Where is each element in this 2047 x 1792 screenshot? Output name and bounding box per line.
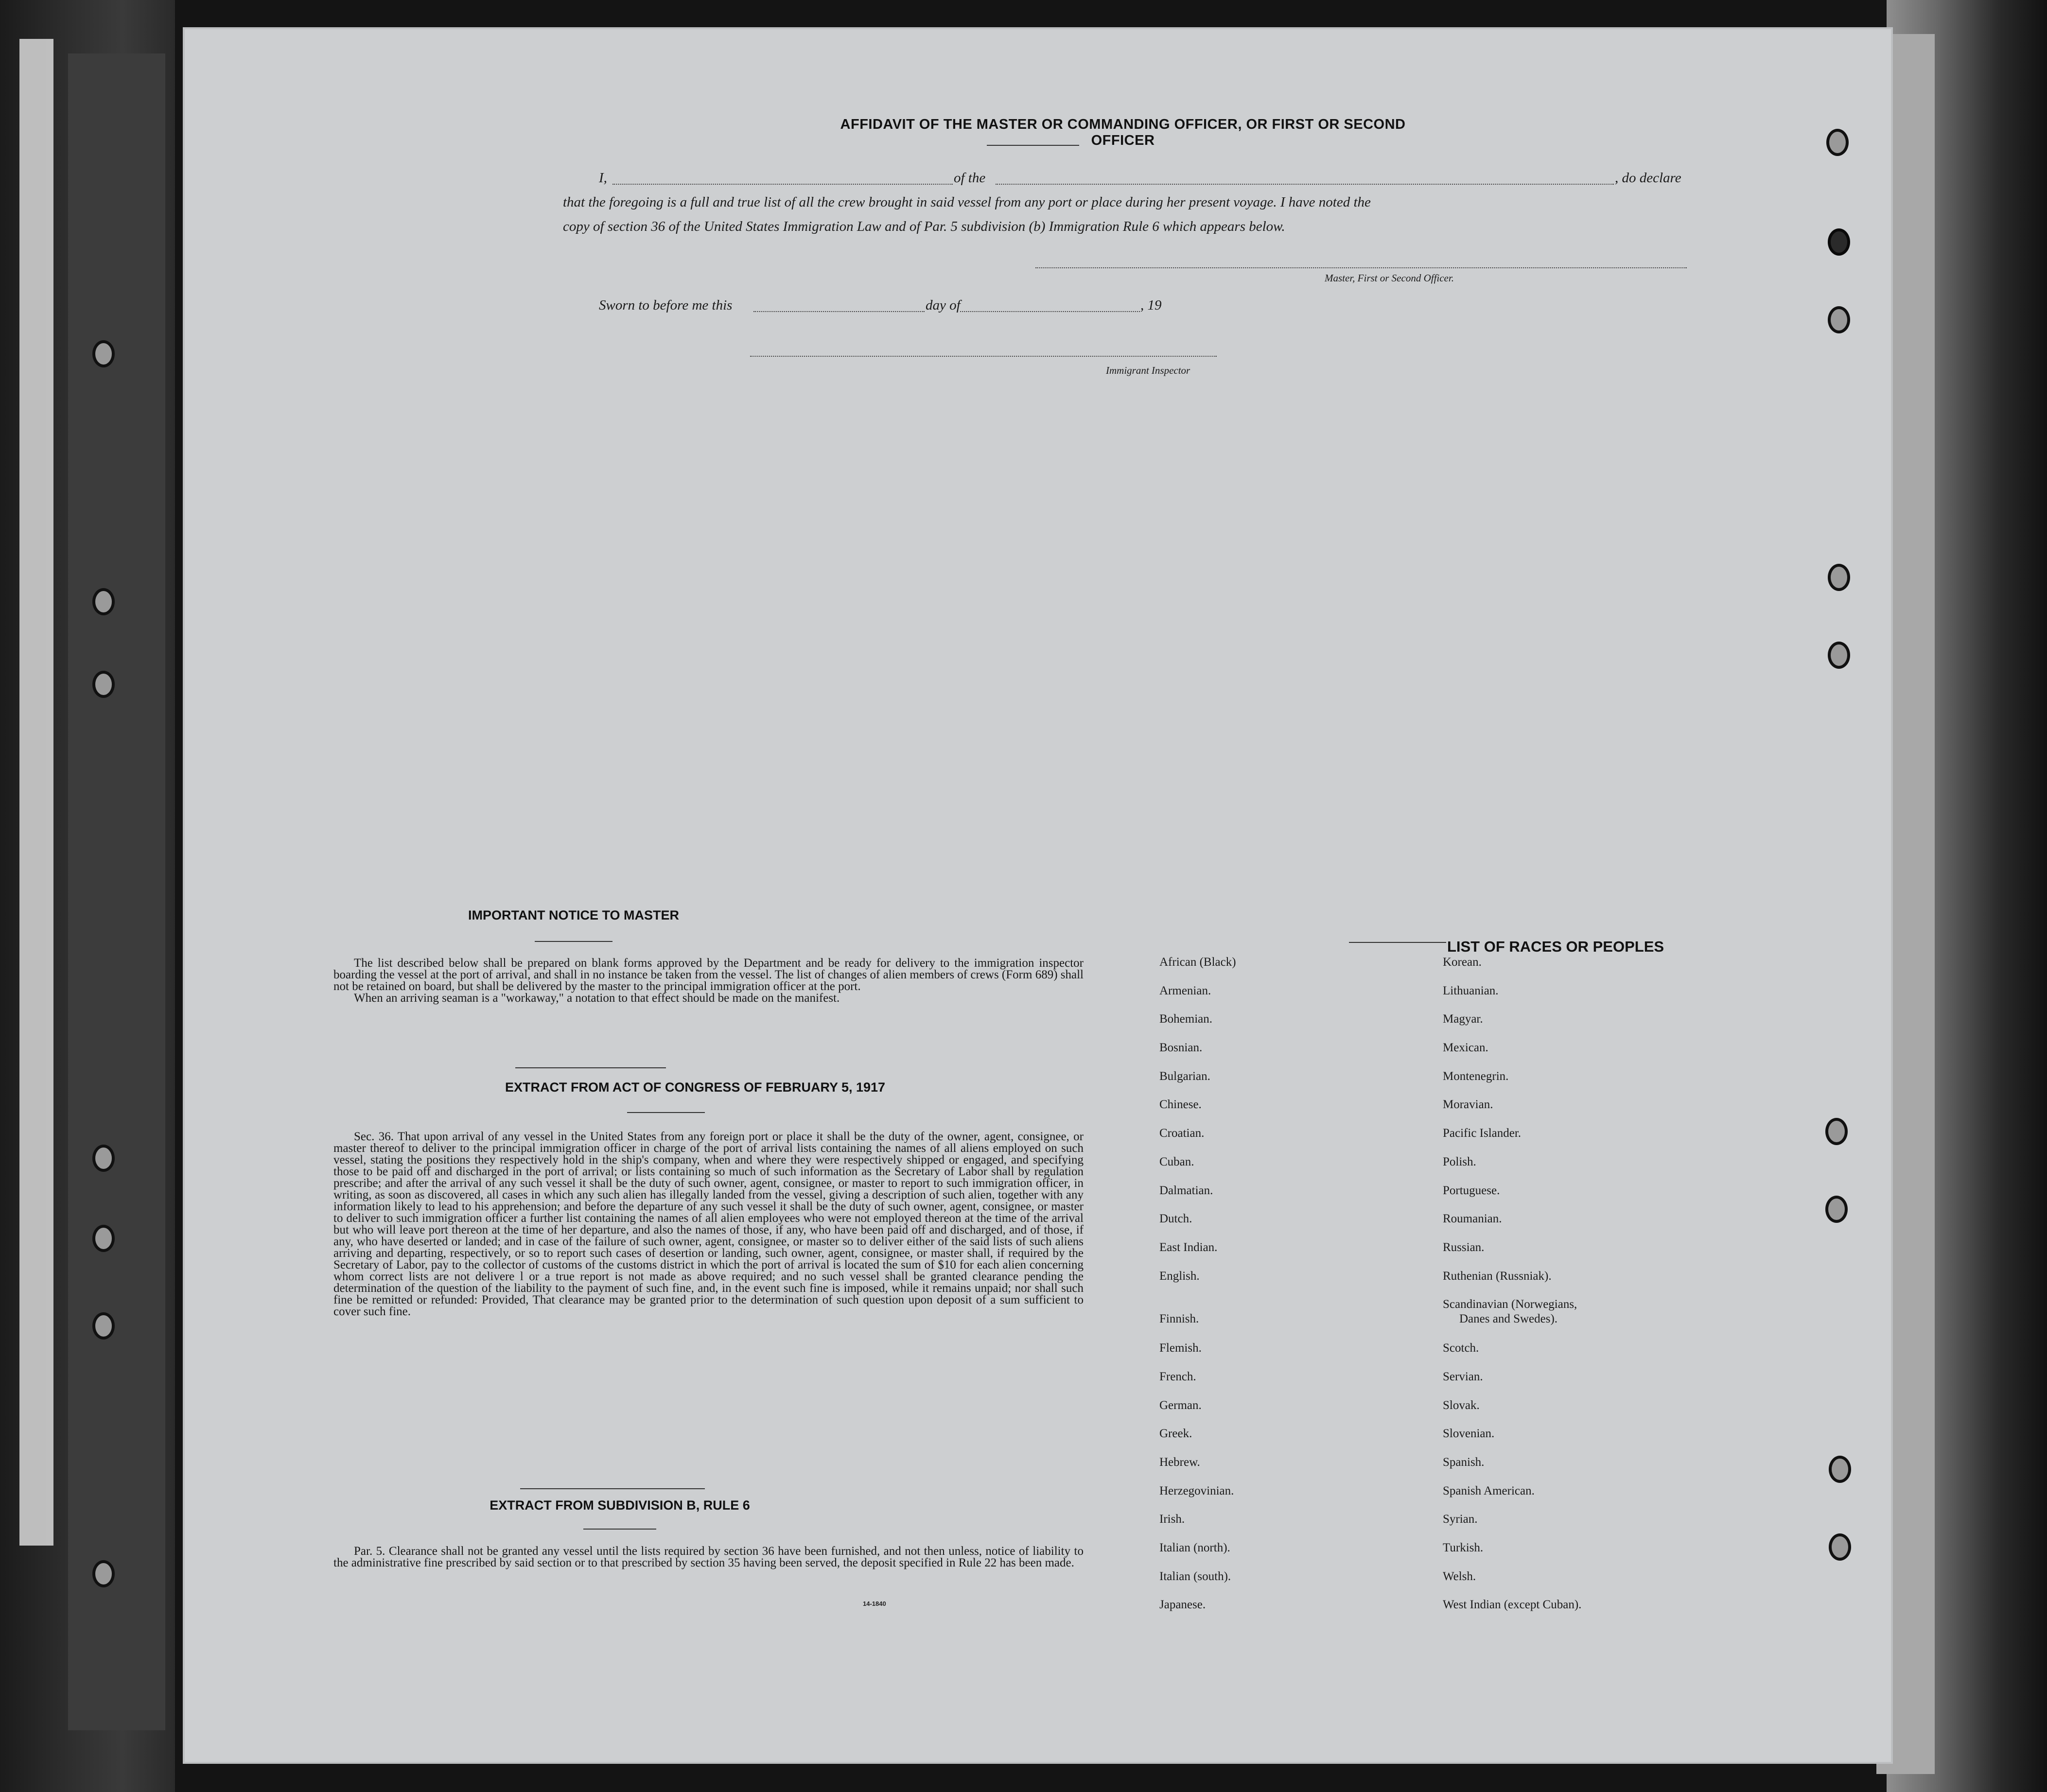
race-item: Welsh.: [1443, 1569, 1476, 1583]
race-item: Dutch.: [1159, 1212, 1192, 1226]
race-item: East Indian.: [1159, 1240, 1218, 1254]
binder-hole-icon: [1829, 1456, 1851, 1483]
binder-hole-icon: [1828, 642, 1850, 669]
binder-hole-icon: [1828, 228, 1850, 256]
race-item: Italian (north).: [1159, 1541, 1230, 1555]
race-item: Greek.: [1159, 1427, 1192, 1441]
rule-extract-rule: [583, 1529, 656, 1530]
race-item: Finnish.: [1159, 1312, 1199, 1326]
race-item: Armenian.: [1159, 984, 1211, 997]
affidavit-line1-i: I,: [599, 170, 607, 186]
races-title-rule: [1349, 942, 1446, 943]
binder-hole-icon: [1826, 129, 1849, 156]
notice-para-2: When an arriving seaman is a "workaway," a notation to that effect should be made on the manifest.: [354, 992, 840, 1005]
race-item: Chinese.: [1159, 1098, 1202, 1112]
race-item: Slovak.: [1443, 1398, 1480, 1412]
rule-extract-body: [333, 1546, 1084, 1569]
act-extract-text: Sec. 36. That upon arrival of any vessel in the United States from any foreign port or place it shall be the duty of the owner, agent, consignee, or master thereof to deliver to the principal immigration officer in charge of the port of arrival lists containing the names of all aliens employed on such vessel, stating the positions they respectively hold in the ship's company, when and where they were respectively shipped or engaged, and specifying those to be paid off and discharged in the port of arrival; or lists containing so much of such information as the Secretary of Labor shall by regulation prescribe; and after the arrival of any such vessel it shall be the duty of such owner, agent, consignee, or master to report to such immigration officer, in writing, as soon as discovered, all cases in which any such alien has illegally landed from the vessel, giving a description of such alien, together with any information likely to lead to his apprehension; and before the departure of any such vessel it shall be the duty of such owner, agent, consignee, or master to deliver to such immigration officer a further list containing the names of all alien employees who were not employed thereon at the time of the arrival but who will leave port thereon at the time of her departure, and also the names of those, if any, who have been paid off and discharged, and of those, if any, who have deserted or landed; and in case of the failure of such owner, agent, consignee, or master so to deliver either of the said lists of such aliens arriving and departing, respectively, or so to report such cases of desertion or landing, such owner, agent, consignee, or master shall, if required by the Secretary of Labor, pay to the collector of customs of the customs district in which the port of arrival is located the sum of $10 for each alien concerning whom correct lists are not delivere l or a true report is not made as above required; and no such vessel shall be granted clearance pending the determination of the question of the liability to the payment of such fine, and, in the event such fine is imposed, while it remains unpaid; nor shall such fine be remitted or refunded: Provided, That clearance may be granted prior to the determination of such question upon deposit of a sum sufficient to cover such fine.: [333, 1130, 1084, 1318]
race-item: Moravian.: [1443, 1098, 1493, 1112]
races-right-column: [1443, 956, 1581, 1627]
form-number: 14-1840: [863, 1600, 886, 1607]
rule-extract-text: Par. 5. Clearance shall not be granted any vessel until the lists required by section 36 have been furnished, and not then unless, notice of liability to the administrative fine prescribed by said section or to that prescribed by section 35 having been served, the deposit specified in Rule 22 has been made.: [333, 1545, 1084, 1569]
race-item: Bohemian.: [1159, 1012, 1213, 1026]
race-item: Syrian.: [1443, 1513, 1478, 1526]
binder-hole-icon: [92, 671, 115, 698]
race-item: Italian (south).: [1159, 1569, 1231, 1583]
binder-hole-icon: [1825, 1118, 1848, 1145]
affidavit-line2: that the foregoing is a full and true list of all the crew brought in said vessel from any port or place during her present voyage. I have noted the: [563, 194, 1371, 210]
race-item: Flemish.: [1159, 1341, 1202, 1355]
race-item: Herzegovinian.: [1159, 1484, 1234, 1497]
sworn-day-blank[interactable]: [753, 311, 925, 312]
race-item: Mexican.: [1443, 1041, 1488, 1055]
document-page: [185, 29, 1891, 1762]
race-item: Polish.: [1443, 1155, 1476, 1168]
race-item: Croatian.: [1159, 1127, 1205, 1140]
race-item: Irish.: [1159, 1513, 1185, 1526]
inspector-signature-line[interactable]: [750, 356, 1217, 357]
affidavit-title: AFFIDAVIT OF THE MASTER OR COMMANDING OFFICER, OR FIRST OR SECOND OFFICER: [840, 117, 1406, 148]
race-item: Scandinavian (Norwegians,: [1443, 1298, 1577, 1311]
notice-body: [333, 957, 1084, 1004]
divider-rule-1: [515, 1067, 666, 1068]
divider-rule-2: [520, 1488, 705, 1489]
race-item: Bosnian.: [1159, 1041, 1203, 1055]
affidavit-title-rule: [987, 145, 1079, 146]
name-blank[interactable]: [612, 184, 953, 185]
race-item: Dalmatian.: [1159, 1183, 1213, 1197]
race-item: Servian.: [1443, 1370, 1483, 1383]
act-extract-body: [333, 1131, 1084, 1318]
sworn-year: , 19: [1140, 297, 1162, 313]
race-item: African (Black): [1159, 956, 1236, 969]
race-item: Slovenian.: [1443, 1427, 1495, 1441]
race-item: Roumanian.: [1443, 1212, 1502, 1226]
race-item: Scotch.: [1443, 1341, 1479, 1355]
race-item: Danes and Swedes).: [1459, 1312, 1558, 1326]
notice-para-1: The list described below shall be prepared on blank forms approved by the Department and be ready for delivery to the immigration inspector boarding the vessel at the port of arrival, and shall in no instance be taken from the vessel. The list of changes of alien members of crews (Form 689) shall not be retained on board, but shall be delivered by the master to the principal immigration officer at the port.: [333, 957, 1084, 993]
race-item: Bulgarian.: [1159, 1069, 1210, 1083]
sworn-prefix: Sworn to before me this: [599, 297, 733, 313]
affidavit-line1-of-the: of the: [954, 170, 986, 186]
binder-hole-icon: [92, 1145, 115, 1172]
binder-hole-icon: [1828, 564, 1850, 591]
race-item: German.: [1159, 1398, 1202, 1412]
binder-hole-icon: [92, 1560, 115, 1587]
binder-strip-dark: [68, 53, 165, 1730]
race-item: Korean.: [1443, 956, 1482, 969]
affidavit-line3: copy of section 36 of the United States Immigration Law and of Par. 5 subdivision (b) Immigration Rule 6 which appears below.: [563, 219, 1285, 234]
binder-hole-icon: [1828, 306, 1850, 333]
sworn-month-blank[interactable]: [960, 311, 1140, 312]
race-item: English.: [1159, 1269, 1200, 1283]
vessel-blank[interactable]: [996, 184, 1614, 185]
races-left-column: [1159, 956, 1236, 1627]
binder-hole-icon: [92, 340, 115, 367]
race-item: Spanish.: [1443, 1456, 1485, 1469]
race-item: Magyar.: [1443, 1012, 1483, 1026]
affidavit-line1-declare: , do declare: [1615, 170, 1681, 186]
races-title: LIST OF RACES OR PEOPLES: [1447, 938, 1664, 955]
race-item: Lithuanian.: [1443, 984, 1499, 997]
race-item: Cuban.: [1159, 1155, 1194, 1168]
race-item: Turkish.: [1443, 1541, 1484, 1555]
race-item: Hebrew.: [1159, 1456, 1200, 1469]
race-item: Russian.: [1443, 1240, 1485, 1254]
rule-extract-title: EXTRACT FROM SUBDIVISION B, RULE 6: [490, 1498, 750, 1513]
master-signature-line[interactable]: [1035, 267, 1687, 268]
race-item: Portuguese.: [1443, 1183, 1500, 1197]
notice-title-rule: [535, 941, 612, 942]
race-item: Pacific Islander.: [1443, 1127, 1522, 1140]
race-item: Japanese.: [1159, 1598, 1206, 1612]
binder-hole-icon: [1829, 1533, 1851, 1561]
race-item: Montenegrin.: [1443, 1069, 1509, 1083]
notice-title: IMPORTANT NOTICE TO MASTER: [468, 908, 679, 922]
race-item: Spanish American.: [1443, 1484, 1535, 1497]
race-item: Ruthenian (Russniak).: [1443, 1269, 1552, 1283]
binder-hole-icon: [92, 1225, 115, 1252]
binder-hole-icon: [1825, 1196, 1848, 1223]
binder-hole-icon: [92, 1312, 115, 1340]
sworn-day-of: day of: [926, 297, 961, 313]
binder-strip: [19, 39, 53, 1546]
act-extract-title: EXTRACT FROM ACT OF CONGRESS OF FEBRUARY 5, 1917: [505, 1080, 886, 1095]
inspector-label: Immigrant Inspector: [1106, 365, 1190, 376]
race-item: French.: [1159, 1370, 1196, 1383]
race-item: West Indian (except Cuban).: [1443, 1598, 1582, 1612]
master-signature-label: Master, First or Second Officer.: [1325, 272, 1454, 284]
binder-hole-icon: [92, 588, 115, 615]
act-extract-rule: [627, 1112, 705, 1113]
